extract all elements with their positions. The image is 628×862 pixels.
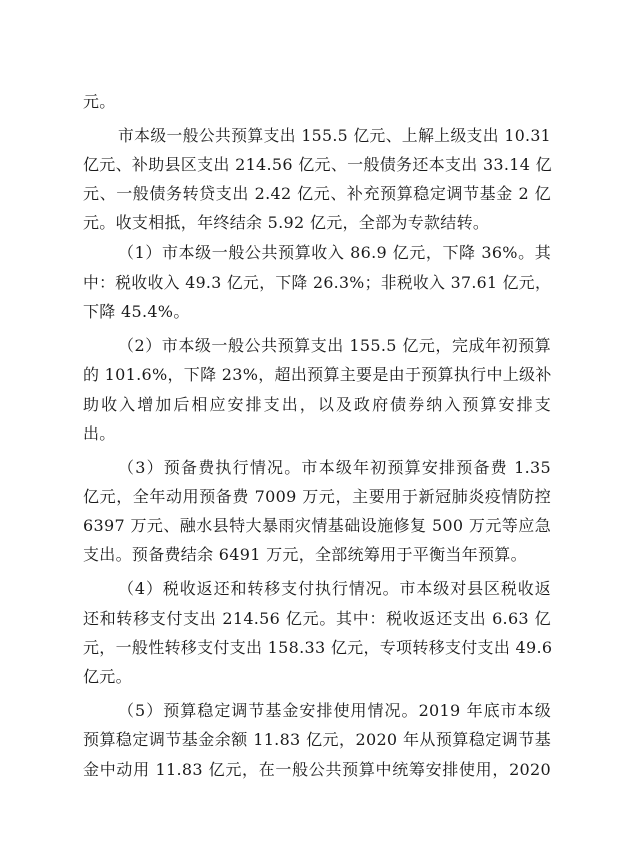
paragraph-line: 6397 万元、融水县特大暴雨灾情基础设施修复 500 万元等应急 (83, 516, 551, 535)
paragraph-line: （3）预备费执行情况。市本级年初预算安排预备费 1.35 (118, 458, 551, 477)
paragraph-line: 助收入增加后相应安排支出，以及政府债券纳入预算安排支 (83, 395, 551, 414)
paragraph-line: 元。 (83, 92, 116, 111)
paragraph-line: 的 101.6%，下降 23%，超出预算主要是由于预算执行中上级补 (83, 365, 552, 384)
paragraph-line: 元、一般债务转贷支出 2.42 亿元、补充预算稳定调节基金 2 亿 (83, 184, 551, 203)
paragraph-line: 出。 (83, 424, 116, 443)
paragraph-line: 市本级一般公共预算支出 155.5 亿元、上解上级支出 10.31 (118, 126, 551, 145)
paragraph-line: 下降 45.4%。 (83, 302, 190, 321)
paragraph-line: （5）预算稳定调节基金安排使用情况。2019 年底市本级 (118, 701, 551, 720)
paragraph-line: 支出。预备费结余 6491 万元，全部统筹用于平衡当年预算。 (83, 545, 527, 564)
paragraph-line: （2）市本级一般公共预算支出 155.5 亿元，完成年初预算 (118, 336, 551, 355)
paragraph-line: 元。收支相抵，年终结余 5.92 亿元，全部为专款结转。 (83, 213, 490, 232)
paragraph-line: 金中动用 11.83 亿元，在一般公共预算中统筹安排使用，2020 (83, 760, 551, 779)
paragraph-line: 元，一般性转移支付支出 158.33 亿元，专项转移支付支出 49.6 (83, 638, 553, 657)
paragraph-line: 亿元、补助县区支出 214.56 亿元、一般债务还本支出 33.14 亿 (83, 155, 552, 174)
paragraph-line: 还和转移支付支出 214.56 亿元。其中：税收返还支出 6.63 亿 (83, 609, 551, 628)
paragraph-line: 亿元，全年动用预备费 7009 万元，主要用于新冠肺炎疫情防控 (83, 487, 551, 506)
paragraph-line: 亿元。 (83, 667, 132, 686)
paragraph-line: （4）税收返还和转移支付执行情况。市本级对县区税收返 (118, 579, 551, 598)
paragraph-line: 中：税收收入 49.3 亿元，下降 26.3%；非税收入 37.61 亿元， (83, 273, 551, 292)
paragraph-line: （1）市本级一般公共预算收入 86.9 亿元，下降 36%。其 (118, 243, 551, 262)
paragraph-line: 预算稳定调节基金余额 11.83 亿元，2020 年从预算稳定调节基 (83, 730, 551, 749)
